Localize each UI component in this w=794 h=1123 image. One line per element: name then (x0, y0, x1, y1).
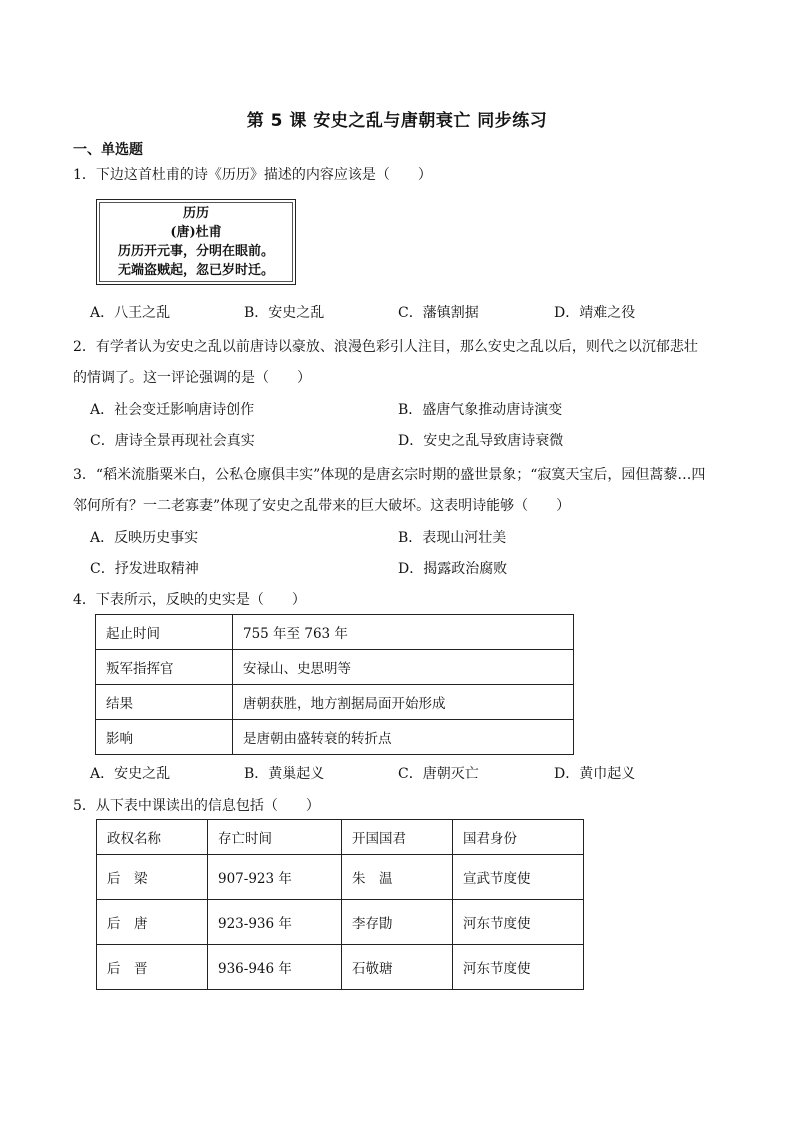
table-cell: 宣武节度使 (453, 855, 584, 900)
q4-option-b[interactable]: B．黄巢起义 (244, 766, 325, 782)
table-cell: 叛军指挥官 (96, 650, 233, 685)
q2-option-c[interactable]: C．唐诗全景再现社会真实 (90, 433, 255, 449)
section-heading: 一、单选题 (73, 142, 143, 158)
q3-option-a[interactable]: A．反映历史事实 (90, 530, 199, 546)
table-cell: 起止时间 (96, 615, 233, 650)
q4-option-a[interactable]: A．安史之乱 (90, 766, 171, 782)
page-title: 第 5 课 安史之乱与唐朝衰亡 同步练习 (246, 111, 548, 131)
table-cell: 907-923 年 (208, 855, 342, 900)
q5-table (96, 819, 584, 990)
question-2-stem: 2．有学者认为安史之乱以前唐诗以豪放、浪漫色彩引人注目，那么安史之乱以后，则代之以沉郁悲壮 (73, 339, 698, 355)
table-cell: 影响 (96, 720, 233, 755)
table-row (96, 650, 574, 685)
q2-option-d[interactable]: D．安史之乱导致唐诗衰微 (398, 433, 564, 449)
question-4-stem: 4．下表所示，反映的史实是（ ） (73, 592, 306, 608)
table-header-cell: 开国国君 (342, 820, 453, 855)
table-cell: 朱 温 (342, 855, 453, 900)
table-cell: 李存勖 (342, 900, 453, 945)
q2-option-a[interactable]: A．社会变迁影响唐诗创作 (90, 402, 255, 418)
q1-option-d[interactable]: D．靖难之役 (554, 305, 636, 321)
table-cell: 923-936 年 (208, 900, 342, 945)
question-5-stem: 5．从下表中课读出的信息包括（ ） (73, 798, 320, 814)
q3-option-b[interactable]: B．表现山河壮美 (398, 530, 507, 546)
table-cell: 结果 (96, 685, 233, 720)
table-header-row (97, 820, 584, 855)
poem-line: 无端盗贼起，忽已岁时迁。 (117, 263, 274, 278)
q1-option-c[interactable]: C．藩镇割据 (398, 305, 479, 321)
table-cell: 后 唐 (97, 900, 208, 945)
table-row (97, 945, 584, 990)
table-cell: 安禄山、史思明等 (233, 650, 574, 685)
table-header-cell: 国君身份 (453, 820, 584, 855)
poem-image (96, 199, 296, 285)
table-cell: 是唐朝由盛转衰的转折点 (233, 720, 574, 755)
table-header-cell: 政权名称 (97, 820, 208, 855)
table-header-cell: 存亡时间 (208, 820, 342, 855)
table-row (96, 720, 574, 755)
question-3-stem-cont: 邻何所有？一二老寡妻”体现了安史之乱带来的巨大破坏。这表明诗能够（ ） (73, 498, 571, 514)
q1-option-a[interactable]: A．八王之乱 (90, 305, 171, 321)
table-cell: 755 年至 763 年 (233, 615, 574, 650)
table-row (97, 900, 584, 945)
table-cell: 石敬瑭 (342, 945, 453, 990)
q1-option-b[interactable]: B．安史之乱 (244, 305, 325, 321)
table-row (97, 855, 584, 900)
question-3-stem: 3．“稻米流脂粟米白，公私仓廪俱丰实”体现的是唐玄宗时期的盛世景象；“寂寞天宝后，园但蒿藜…四 (73, 467, 706, 483)
poem-title: 历历 (182, 206, 209, 221)
question-2-stem-cont: 的情调了。这一评论强调的是（ ） (73, 370, 311, 386)
q3-option-d[interactable]: D．揭露政治腐败 (398, 561, 508, 577)
q4-table (95, 614, 574, 755)
table-row (96, 685, 574, 720)
poem-line: 历历开元事，分明在眼前。 (117, 244, 274, 259)
q2-option-b[interactable]: B．盛唐气象推动唐诗演变 (398, 402, 563, 418)
table-cell: 后 梁 (97, 855, 208, 900)
q3-option-c[interactable]: C．抒发进取精神 (90, 561, 199, 577)
table-cell: 河东节度使 (453, 900, 584, 945)
question-1-stem: 1．下边这首杜甫的诗《历历》描述的内容应该是（ ） (73, 167, 432, 183)
poem-author: (唐)杜甫 (170, 225, 222, 240)
table-cell: 后 晋 (97, 945, 208, 990)
table-cell: 936-946 年 (208, 945, 342, 990)
q4-option-d[interactable]: D．黄巾起义 (554, 766, 636, 782)
table-row (96, 615, 574, 650)
table-cell: 唐朝获胜，地方割据局面开始形成 (233, 685, 574, 720)
table-cell: 河东节度使 (453, 945, 584, 990)
q4-option-c[interactable]: C．唐朝灭亡 (398, 766, 479, 782)
